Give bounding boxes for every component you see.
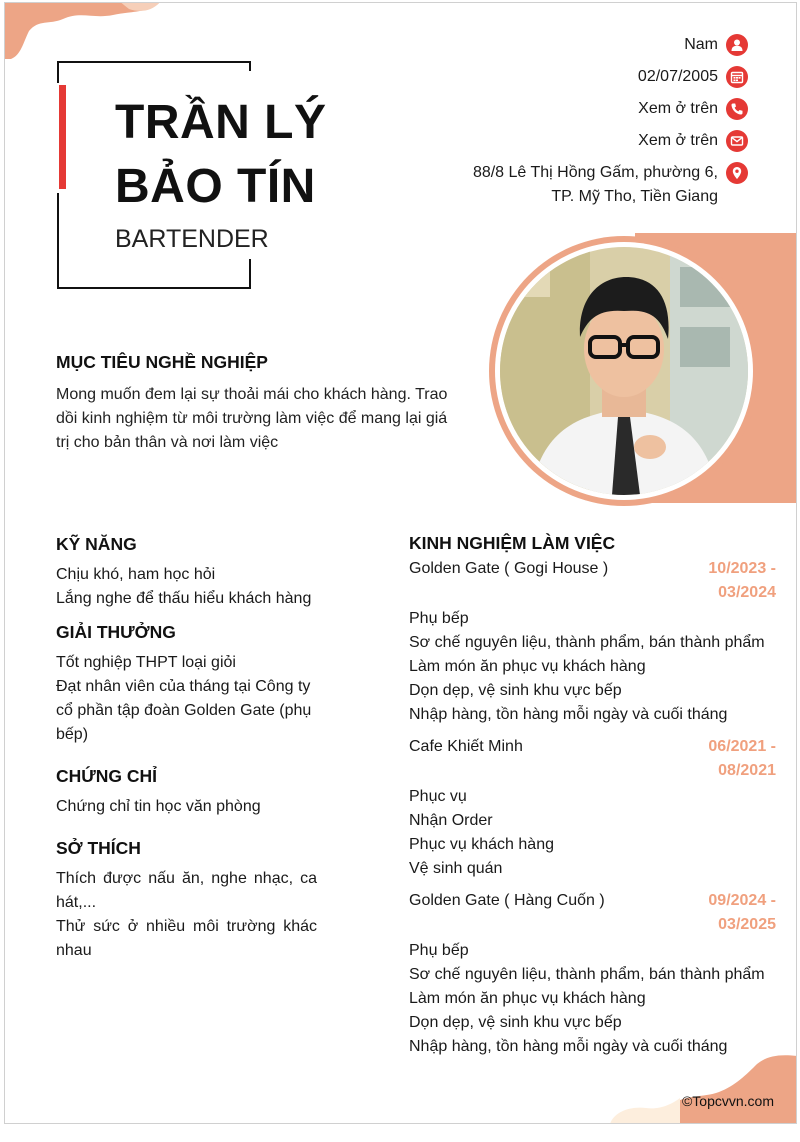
objective-title: MỤC TIÊU NGHỀ NGHIỆP [56,352,268,372]
calendar-icon [726,66,748,88]
address-text: 88/8 Lê Thị Hồng Gấm, phường 6, TP. Mỹ Tho, Tiền Giang [472,164,718,205]
hobbies-title: SỞ THÍCH [56,838,141,858]
experience-job-1 [409,557,776,727]
list-item: Đạt nhân viên của tháng tại Công ty cổ phần tập đoàn Golden Gate (phụ bếp) [56,678,312,743]
job-title: BARTENDER [115,225,269,253]
skills-title: KỸ NĂNG [56,534,137,554]
list-item: Dọn dẹp, vệ sinh khu vực bếp [409,682,622,699]
job-company: Golden Gate ( Gogi House ) [409,560,609,577]
frame-top-line [57,61,251,63]
accent-bar [59,85,66,189]
objective-text: Mong muốn đem lại sự thoải mái cho khách hàng. Trao dồi kinh nghiệm từ môi trường làm việc để mang lại giá trị cho bản thân và nơi làm việc [56,386,448,451]
job-date-end: 03/2025 [718,916,776,933]
hobbies-list [56,867,317,963]
frame-bottom-line [57,287,251,289]
name-block [115,91,445,254]
job-company: Golden Gate ( Hàng Cuốn ) [409,892,605,909]
list-item: Thử sức ở nhiều môi trường khác nhau [56,918,317,959]
contact-address [448,161,748,209]
list-item: Chứng chỉ tin học văn phòng [56,798,261,815]
list-item: Thích được nấu ăn, nghe nhạc, ca hát,... [56,870,317,911]
list-item: Làm món ăn phục vụ khách hàng [409,658,646,675]
job-date-start: 06/2021 - [708,738,776,755]
awards-list [56,651,318,747]
gender-text: Nam [684,36,718,53]
job-date-start: 09/2024 - [708,892,776,909]
list-item: Sơ chế nguyên liệu, thành phẩm, bán thành phẩm [409,634,765,651]
user-icon [726,34,748,56]
phone-text: Xem ở trên [638,100,718,117]
job-date [686,557,776,605]
job-date [686,889,776,937]
candidate-name: TRẦN LÝ BẢO TÍN [115,96,327,213]
list-item: Tốt nghiệp THPT loại giỏi [56,654,236,671]
list-item: Nhập hàng, tồn hàng mỗi ngày và cuối tháng [409,706,728,723]
experience-title: KINH NGHIỆM LÀM VIỆC [409,533,616,553]
experience-job-2 [409,735,776,881]
watermark-text: ©Topcvvn.com [681,1093,774,1109]
certificates-list [56,795,326,819]
list-item: Phục vụ [409,788,467,805]
job-company: Cafe Khiết Minh [409,738,523,755]
list-item: Làm món ăn phục vụ khách hàng [409,990,646,1007]
job-duties [409,785,776,881]
contact-birthday [638,65,748,89]
list-item: Phục vụ khách hàng [409,836,554,853]
frame-right-bottom-line [249,259,251,289]
awards-title: GIẢI THƯỞNG [56,622,176,642]
list-item: Nhận Order [409,812,493,829]
top-left-decoration [4,2,171,61]
list-item: Dọn dẹp, vệ sinh khu vực bếp [409,1014,622,1031]
list-item: Vệ sinh quán [409,860,503,877]
certificates-title: CHỨNG CHỈ [56,766,158,786]
list-item: Phụ bếp [409,610,469,627]
birthday-text: 02/07/2005 [637,68,718,85]
frame-left-top-line [57,61,59,83]
contact-phone [638,97,748,121]
bottom-cream-decoration [610,1098,680,1124]
email-text: Xem ở trên [638,132,718,149]
location-icon [726,162,748,184]
list-item: Lắng nghe để thấu hiểu khách hàng [56,590,312,607]
job-date-end: 08/2021 [718,762,776,779]
contact-email [638,129,748,153]
job-date-end: 03/2024 [718,584,776,601]
skills-list [56,563,326,611]
profile-photo [500,247,748,495]
job-date [686,735,776,783]
job-duties [409,939,776,1059]
experience-job-3 [409,889,776,1059]
list-item: Sơ chế nguyên liệu, thành phẩm, bán thành phẩm [409,966,765,983]
contact-gender [684,33,748,57]
list-item: Phụ bếp [409,942,469,959]
email-icon [726,130,748,152]
frame-left-bottom-line [57,193,59,289]
list-item: Chịu khó, ham học hỏi [56,566,216,583]
job-duties [409,607,776,727]
cv-page [4,2,797,1124]
list-item: Nhập hàng, tồn hàng mỗi ngày và cuối tháng [409,1038,728,1055]
job-date-start: 10/2023 - [708,560,776,577]
phone-icon [726,98,748,120]
frame-right-top-line [249,61,251,71]
